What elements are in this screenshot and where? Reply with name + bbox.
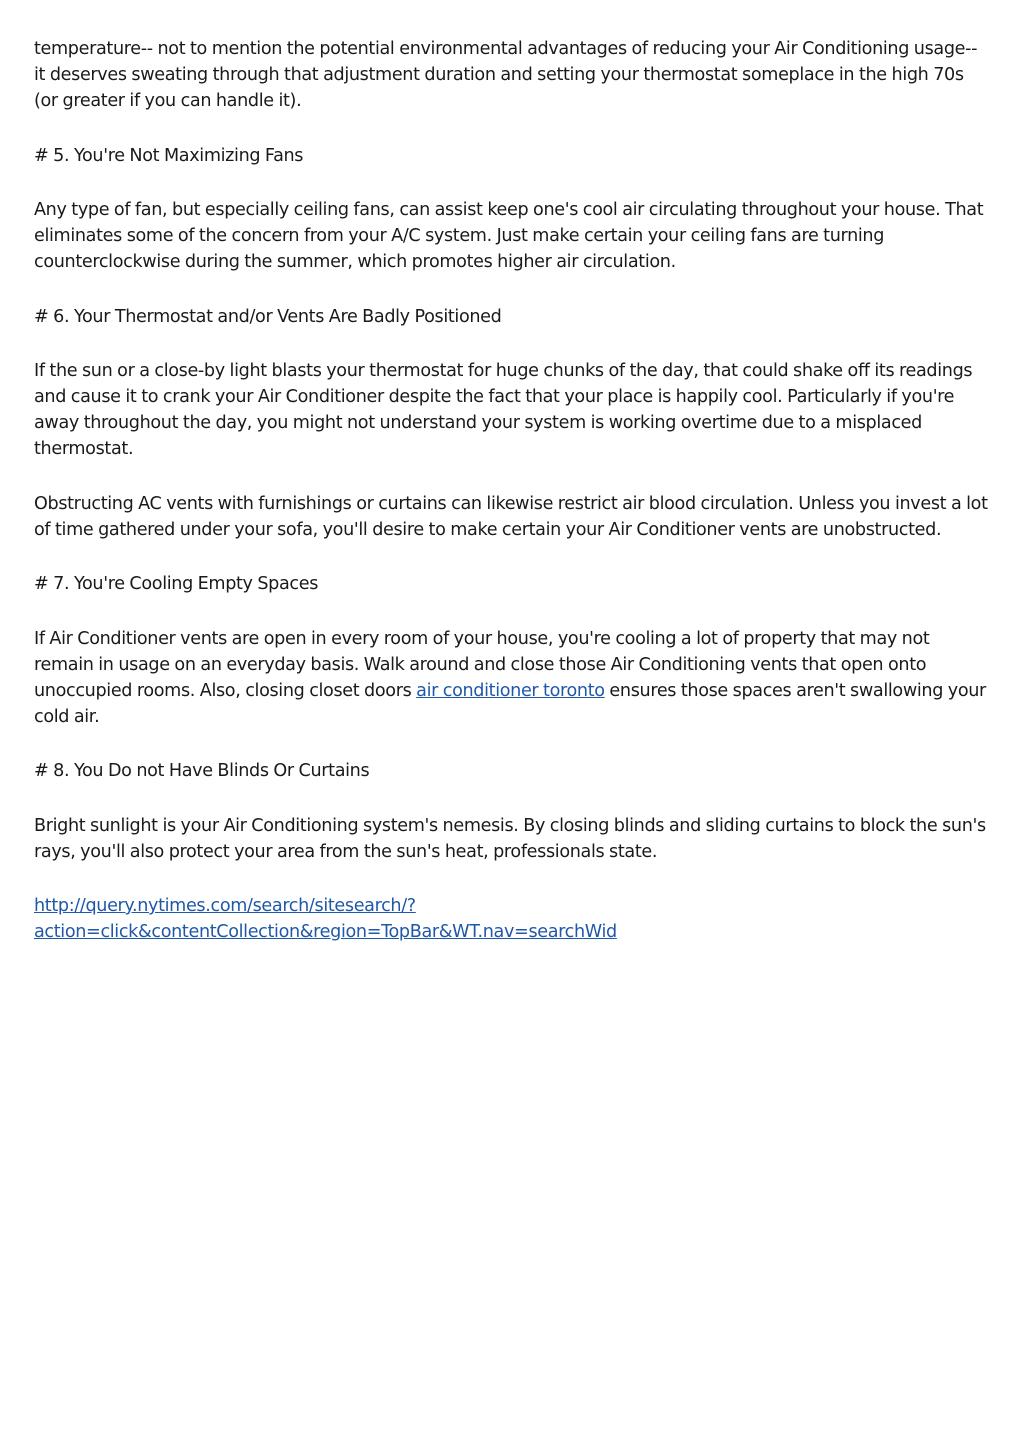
heading-6-thermostat: # 6. Your Thermostat and/or Vents Are Badly Positioned bbox=[34, 306, 502, 327]
paragraph-empty-spaces-text-b: ensures those spaces aren't swallowing your cold air. bbox=[34, 680, 986, 727]
paragraph-vents: Obstructing AC vents with furnishings or curtains can likewise restrict air blood circulation. Unless you invest a lot of time gathered under your sofa, you'll desire to make certain your Air Conditioner vents are unobstructed. bbox=[34, 493, 988, 540]
heading-7-empty-spaces: # 7. You're Cooling Empty Spaces bbox=[34, 574, 319, 594]
heading-5-fans: # 5. You're Not Maximizing Fans bbox=[34, 145, 304, 166]
nytimes-search-link[interactable]: http://query.nytimes.com/search/sitesearch/?action=click&contentCollection&region=TopBar&WT.nav=searchWid bbox=[34, 896, 617, 942]
paragraph-temperature: temperature-- not to mention the potential environmental advantages of reducing your Air Conditioning usage-- it deserves sweating through that adjustment duration and setting your thermostat someplace in the high 70s (or greater if you can handle it). bbox=[34, 39, 978, 111]
paragraph-blinds: Bright sunlight is your Air Conditioning system's nemesis. By closing blinds and sliding curtains to block the sun's rays, you'll also protect your area from the sun's heat, professionals state. bbox=[34, 815, 986, 862]
paragraph-fans: Any type of fan, but especially ceiling fans, can assist keep one's cool air circulating throughout your house. That eliminates some of the concern from your A/C system. Just make certain your ceiling fans are turning counterclockwise during the summer, which promotes higher air circulation. bbox=[34, 200, 984, 272]
paragraph-thermostat: If the sun or a close-by light blasts your thermostat for huge chunks of the day, that could shake off its readings and cause it to crank your Air Conditioner despite the fact that your place is happily cool. Particularly if you're away throughout the day, you might not understand your system is working overtime due to a misplaced thermostat. bbox=[34, 361, 973, 459]
air-conditioner-toronto-link[interactable]: air conditioner toronto bbox=[416, 680, 605, 701]
url-line bbox=[34, 893, 994, 945]
paragraph-empty-spaces-text-a: If Air Conditioner vents are open in every room of your house, you're cooling a lot of property that may not remain in usage on an everyday basis. Walk around and close those Air Conditioning vents that open onto unoccupied rooms. Also, closing closet doors bbox=[34, 628, 930, 701]
heading-8-blinds: # 8. You Do not Have Blinds Or Curtains bbox=[34, 761, 370, 781]
paragraph-empty-spaces bbox=[34, 626, 990, 730]
document-page bbox=[34, 36, 990, 974]
